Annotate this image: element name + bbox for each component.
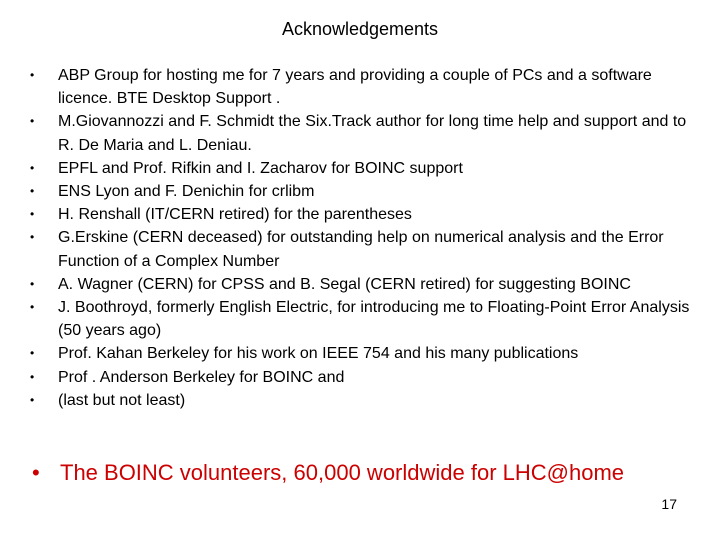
bullet-icon: •: [32, 460, 40, 485]
list-item: [30, 203, 690, 226]
list-item-text: M.Giovannozzi and F. Schmidt the Six.Track author for long time help and support and to R. De Maria and L. Deniau.: [58, 113, 687, 154]
list-item: [30, 180, 690, 203]
list-item: [30, 157, 690, 180]
bullet-icon: •: [30, 230, 35, 245]
bullet-icon: •: [30, 160, 35, 175]
list-item: [30, 296, 690, 342]
bullet-icon: •: [30, 68, 35, 82]
list-item: [30, 342, 690, 365]
bullet-icon: •: [30, 114, 35, 129]
bullet-icon: •: [30, 300, 35, 315]
list-item: [30, 273, 690, 296]
list-item: [30, 64, 690, 110]
list-item-text: Prof. Kahan Berkeley for his work on IEEE 754 and his many publications: [58, 345, 579, 363]
highlight-bullet: [32, 458, 624, 488]
list-item-text: (last but not least): [58, 391, 186, 409]
list-item-text: ABP Group for hosting me for 7 years and providing a couple of PCs and a software licence. BTE Desktop Support .: [58, 67, 652, 108]
bullet-icon: •: [30, 184, 35, 199]
page-number: 17: [661, 496, 677, 512]
list-item: [30, 226, 690, 272]
list-item-text: ENS Lyon and F. Denichin for crlibm: [58, 183, 315, 201]
bullet-icon: •: [30, 369, 35, 384]
list-item: [30, 366, 690, 389]
bullet-icon: •: [30, 346, 35, 361]
list-item-text: G.Erskine (CERN deceased) for outstanding help on numerical analysis and the Error Function of a Complex Number: [58, 229, 664, 270]
list-item-text: Prof . Anderson Berkeley for BOINC and: [58, 368, 345, 386]
bullet-icon: •: [30, 392, 35, 407]
list-item-text: J. Boothroyd, formerly English Electric, for introducing me to Floating-Point Error Analysis (50 years ago): [58, 299, 690, 340]
list-item-text: A. Wagner (CERN) for CPSS and B. Segal (CERN retired) for suggesting BOINC: [58, 275, 631, 293]
bullet-icon: •: [30, 276, 35, 291]
list-item: [30, 389, 690, 412]
list-item-text: H. Renshall (IT/CERN retired) for the parentheses: [58, 206, 412, 224]
list-item: [30, 110, 690, 156]
slide-title: Acknowledgements: [281, 19, 439, 39]
highlight-text: The BOINC volunteers, 60,000 worldwide for LHC@home: [60, 460, 625, 485]
bullet-icon: •: [30, 207, 35, 222]
acknowledgement-list: [30, 64, 690, 412]
list-item-text: EPFL and Prof. Rifkin and I. Zacharov for BOINC support: [58, 159, 463, 177]
